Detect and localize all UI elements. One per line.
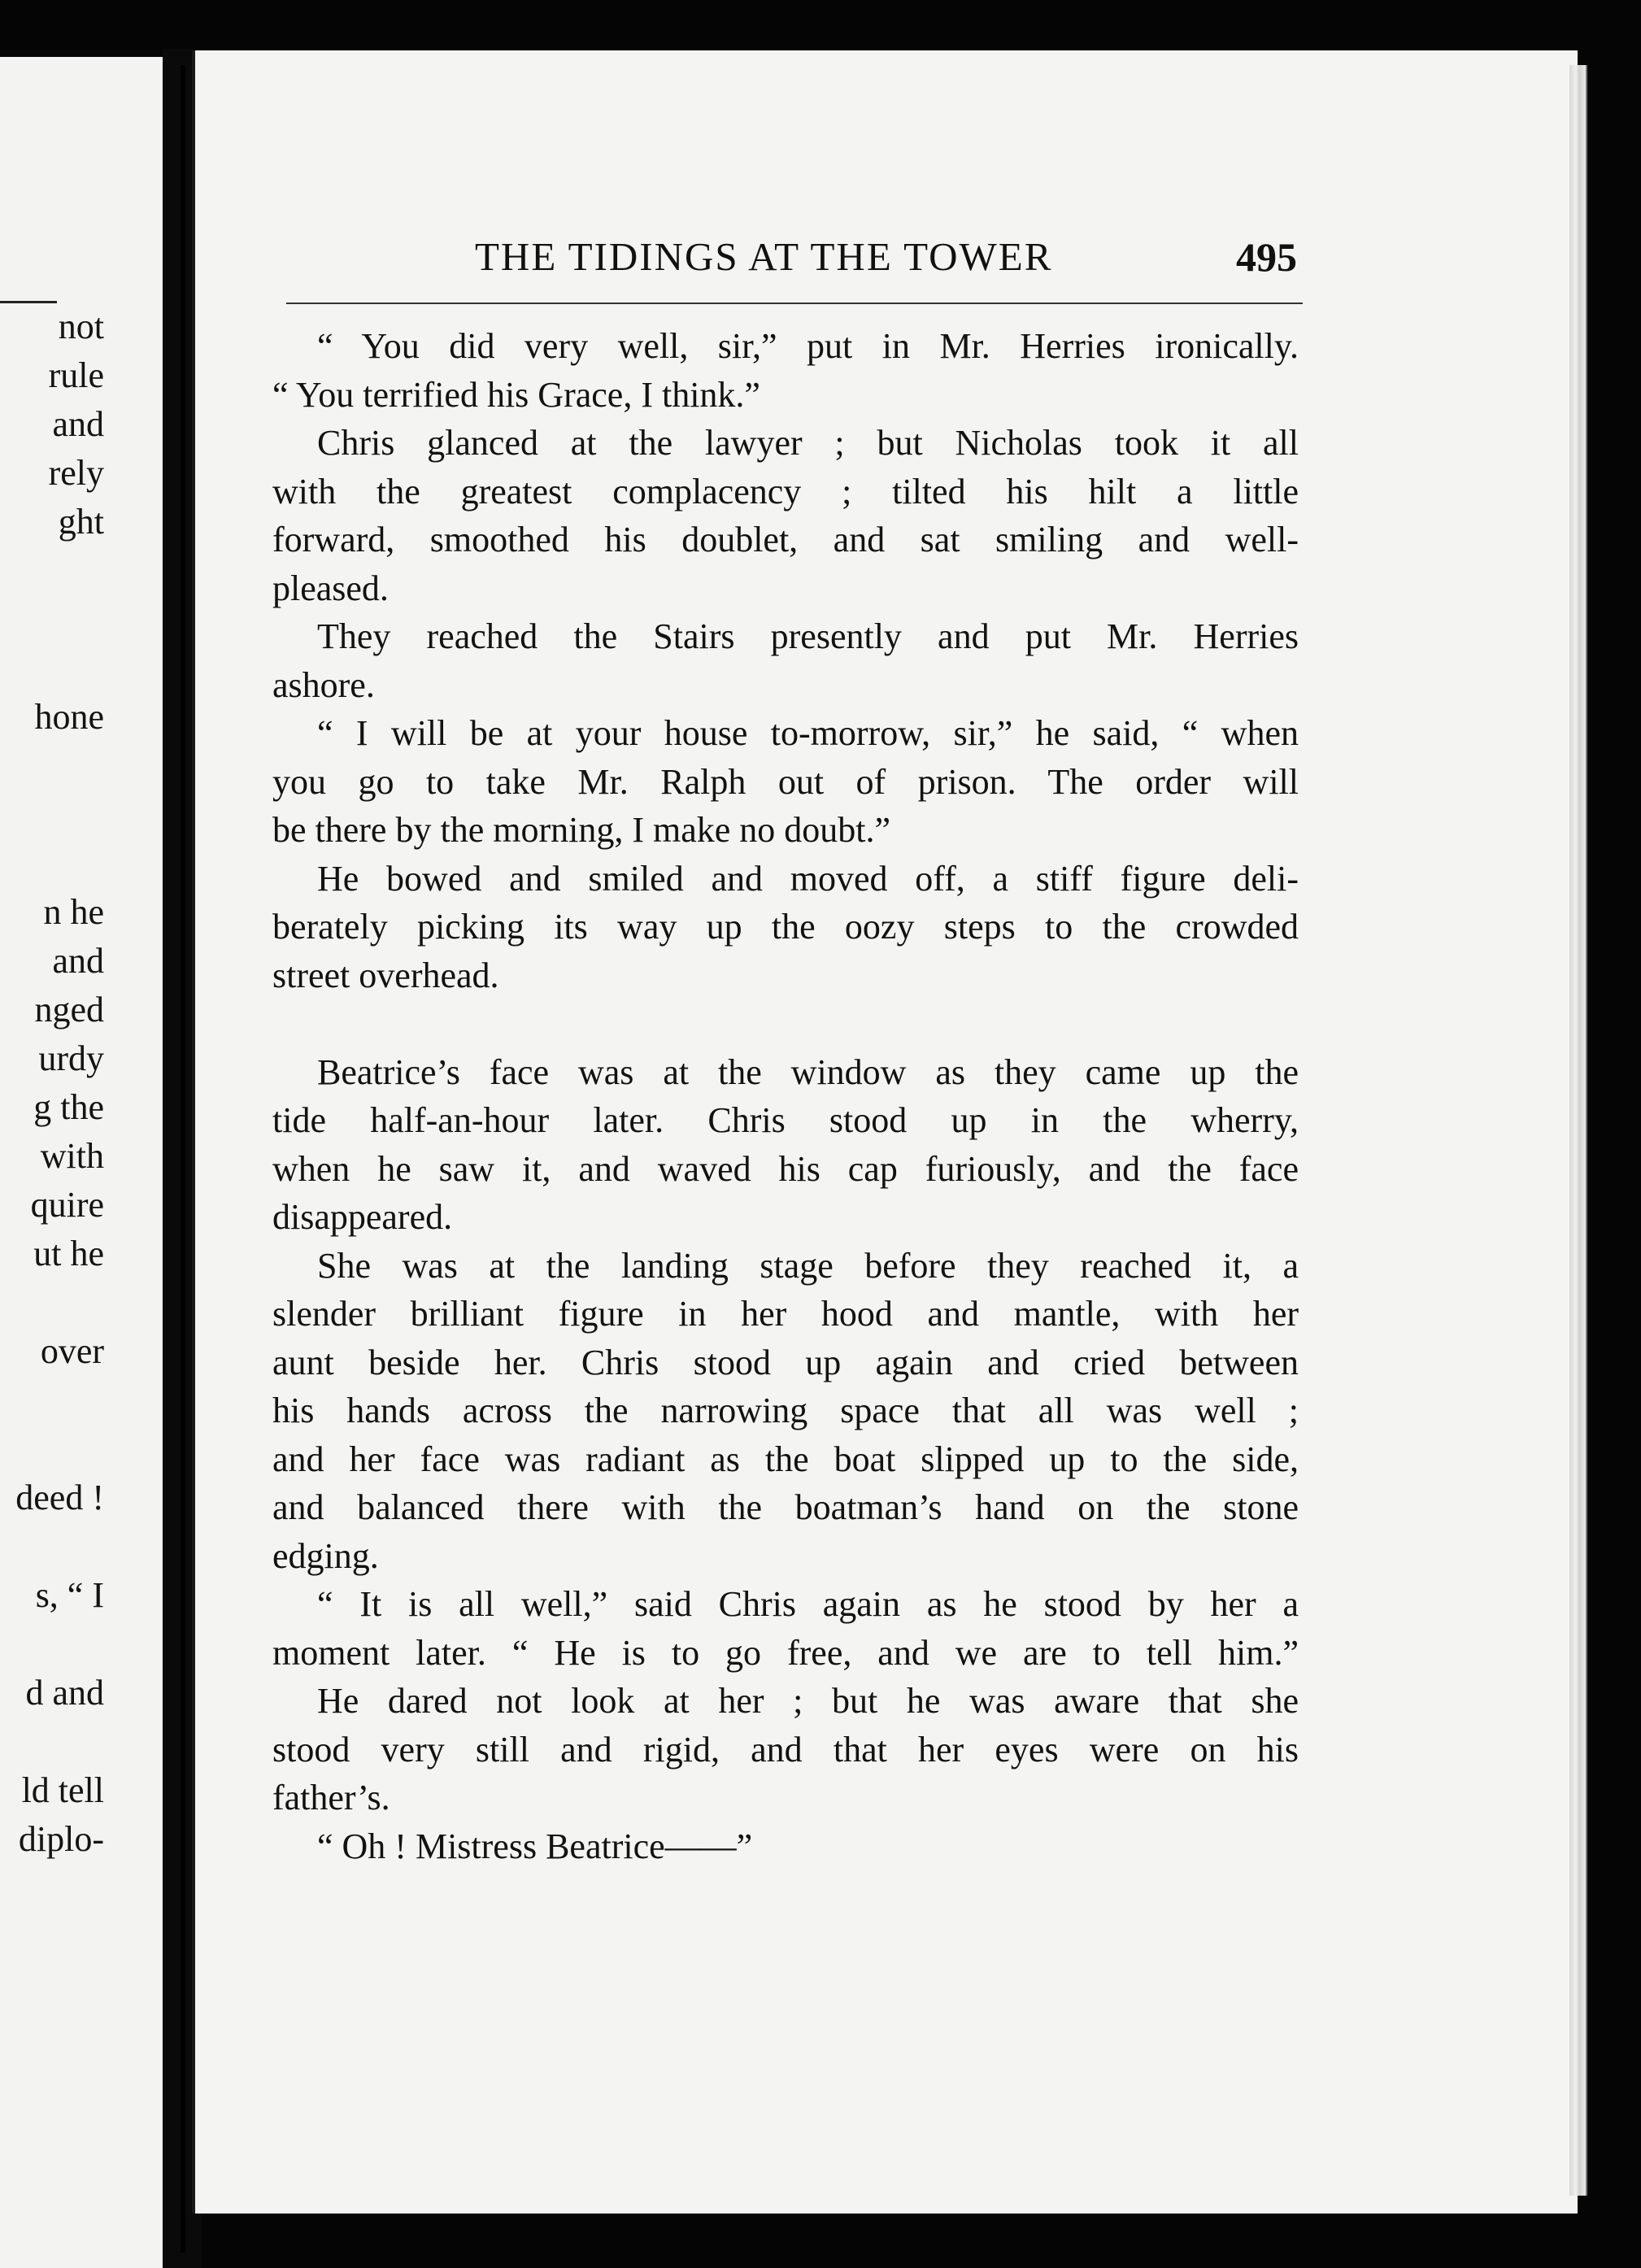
- text-line: stood very still and rigid, and that her eyes were on his: [272, 1729, 1299, 1770]
- facing-page-line: g the: [33, 1087, 104, 1127]
- text-line: slender brilliant figure in her hood and mantle, with her: [272, 1294, 1299, 1334]
- text-line: forward, smoothed his doublet, and sat smiling and well-: [272, 520, 1299, 559]
- facing-page-line: deed !: [15, 1478, 104, 1517]
- facing-page-line: diplo-: [18, 1819, 104, 1859]
- facing-page-line: ut he: [33, 1234, 104, 1273]
- text-line: street overhead.: [272, 955, 499, 995]
- text-line: edging.: [272, 1535, 379, 1576]
- text-line: tide half-an-hour later. Chris stood up in the wherry,: [272, 1100, 1299, 1140]
- facing-page-line: rely: [48, 453, 104, 493]
- text-line: father’s.: [272, 1778, 390, 1817]
- text-line: disappeared.: [272, 1197, 453, 1237]
- text-line: She was at the landing stage before they reached it, a: [317, 1245, 1299, 1286]
- facing-page-line: n he: [43, 892, 104, 932]
- facing-page-line: quire: [30, 1185, 104, 1225]
- facing-page-line: hone: [34, 697, 104, 737]
- facing-page-fragment: [0, 57, 163, 2268]
- text-line: Beatrice’s face was at the window as they came up the: [317, 1051, 1299, 1092]
- page-stack-edge: [1569, 65, 1587, 2196]
- text-line: his hands across the narrowing space that all was well ;: [272, 1391, 1299, 1430]
- facing-page-line: nged: [34, 990, 104, 1030]
- facing-page-line: d and: [25, 1673, 104, 1713]
- facing-page-line: not: [58, 307, 104, 346]
- text-line: “ You terrified his Grace, I think.”: [272, 374, 760, 415]
- text-line: and balanced there with the boatman’s hand on the stone: [272, 1487, 1299, 1527]
- binding-edge: [181, 65, 185, 2253]
- facing-page-line: ld tell: [21, 1770, 104, 1810]
- facing-page-line: over: [40, 1331, 104, 1371]
- page-number: 495: [1236, 234, 1297, 280]
- text-line: when he saw it, and waved his cap furiously, and the face: [272, 1148, 1299, 1189]
- header-rule: [286, 303, 1303, 304]
- text-line: with the greatest complacency ; tilted his hilt a little: [272, 471, 1299, 511]
- facing-page-rule: [0, 301, 57, 303]
- text-line: “ I will be at your house to-morrow, sir,” he said, “ when: [317, 713, 1299, 753]
- facing-page-line: s, “ I: [35, 1575, 104, 1615]
- facing-page-line: ght: [58, 502, 104, 542]
- text-line: you go to take Mr. Ralph out of prison. The order will: [272, 761, 1299, 802]
- text-line: moment later. “ He is to go free, and we are to tell him.”: [272, 1632, 1299, 1673]
- text-line: ashore.: [272, 664, 375, 705]
- body-text: [272, 322, 1299, 1870]
- facing-page-line: with: [40, 1136, 104, 1176]
- text-line: “ It is all well,” said Chris again as he stood by her a: [317, 1584, 1299, 1624]
- facing-page-line: and: [52, 941, 104, 981]
- facing-page-line: urdy: [38, 1038, 104, 1078]
- text-line: He dared not look at her ; but he was aware that she: [317, 1681, 1299, 1721]
- text-line: “ You did very well, sir,” put in Mr. Herries ironically.: [317, 326, 1299, 366]
- text-line: aunt beside her. Chris stood up again and cried between: [272, 1342, 1299, 1382]
- text-line: Chris glanced at the lawyer ; but Nicholas took it all: [317, 423, 1299, 463]
- text-line: He bowed and smiled and moved off, a stiff figure deli-: [317, 858, 1299, 899]
- text-line: They reached the Stairs presently and put Mr. Herries: [317, 616, 1299, 656]
- text-line: berately picking its way up the oozy steps to the crowded: [272, 907, 1299, 947]
- facing-page-line: and: [52, 404, 104, 444]
- text-line: “ Oh ! Mistress Beatrice——”: [317, 1826, 753, 1866]
- facing-page-line: rule: [48, 355, 104, 395]
- text-line: and her face was radiant as the boat slipped up to the side,: [272, 1439, 1299, 1479]
- text-line: pleased.: [272, 568, 389, 608]
- running-head: THE TIDINGS AT THE TOWER: [475, 234, 1053, 279]
- section-break: [272, 999, 1299, 1048]
- text-line: be there by the morning, I make no doubt.”: [272, 810, 891, 850]
